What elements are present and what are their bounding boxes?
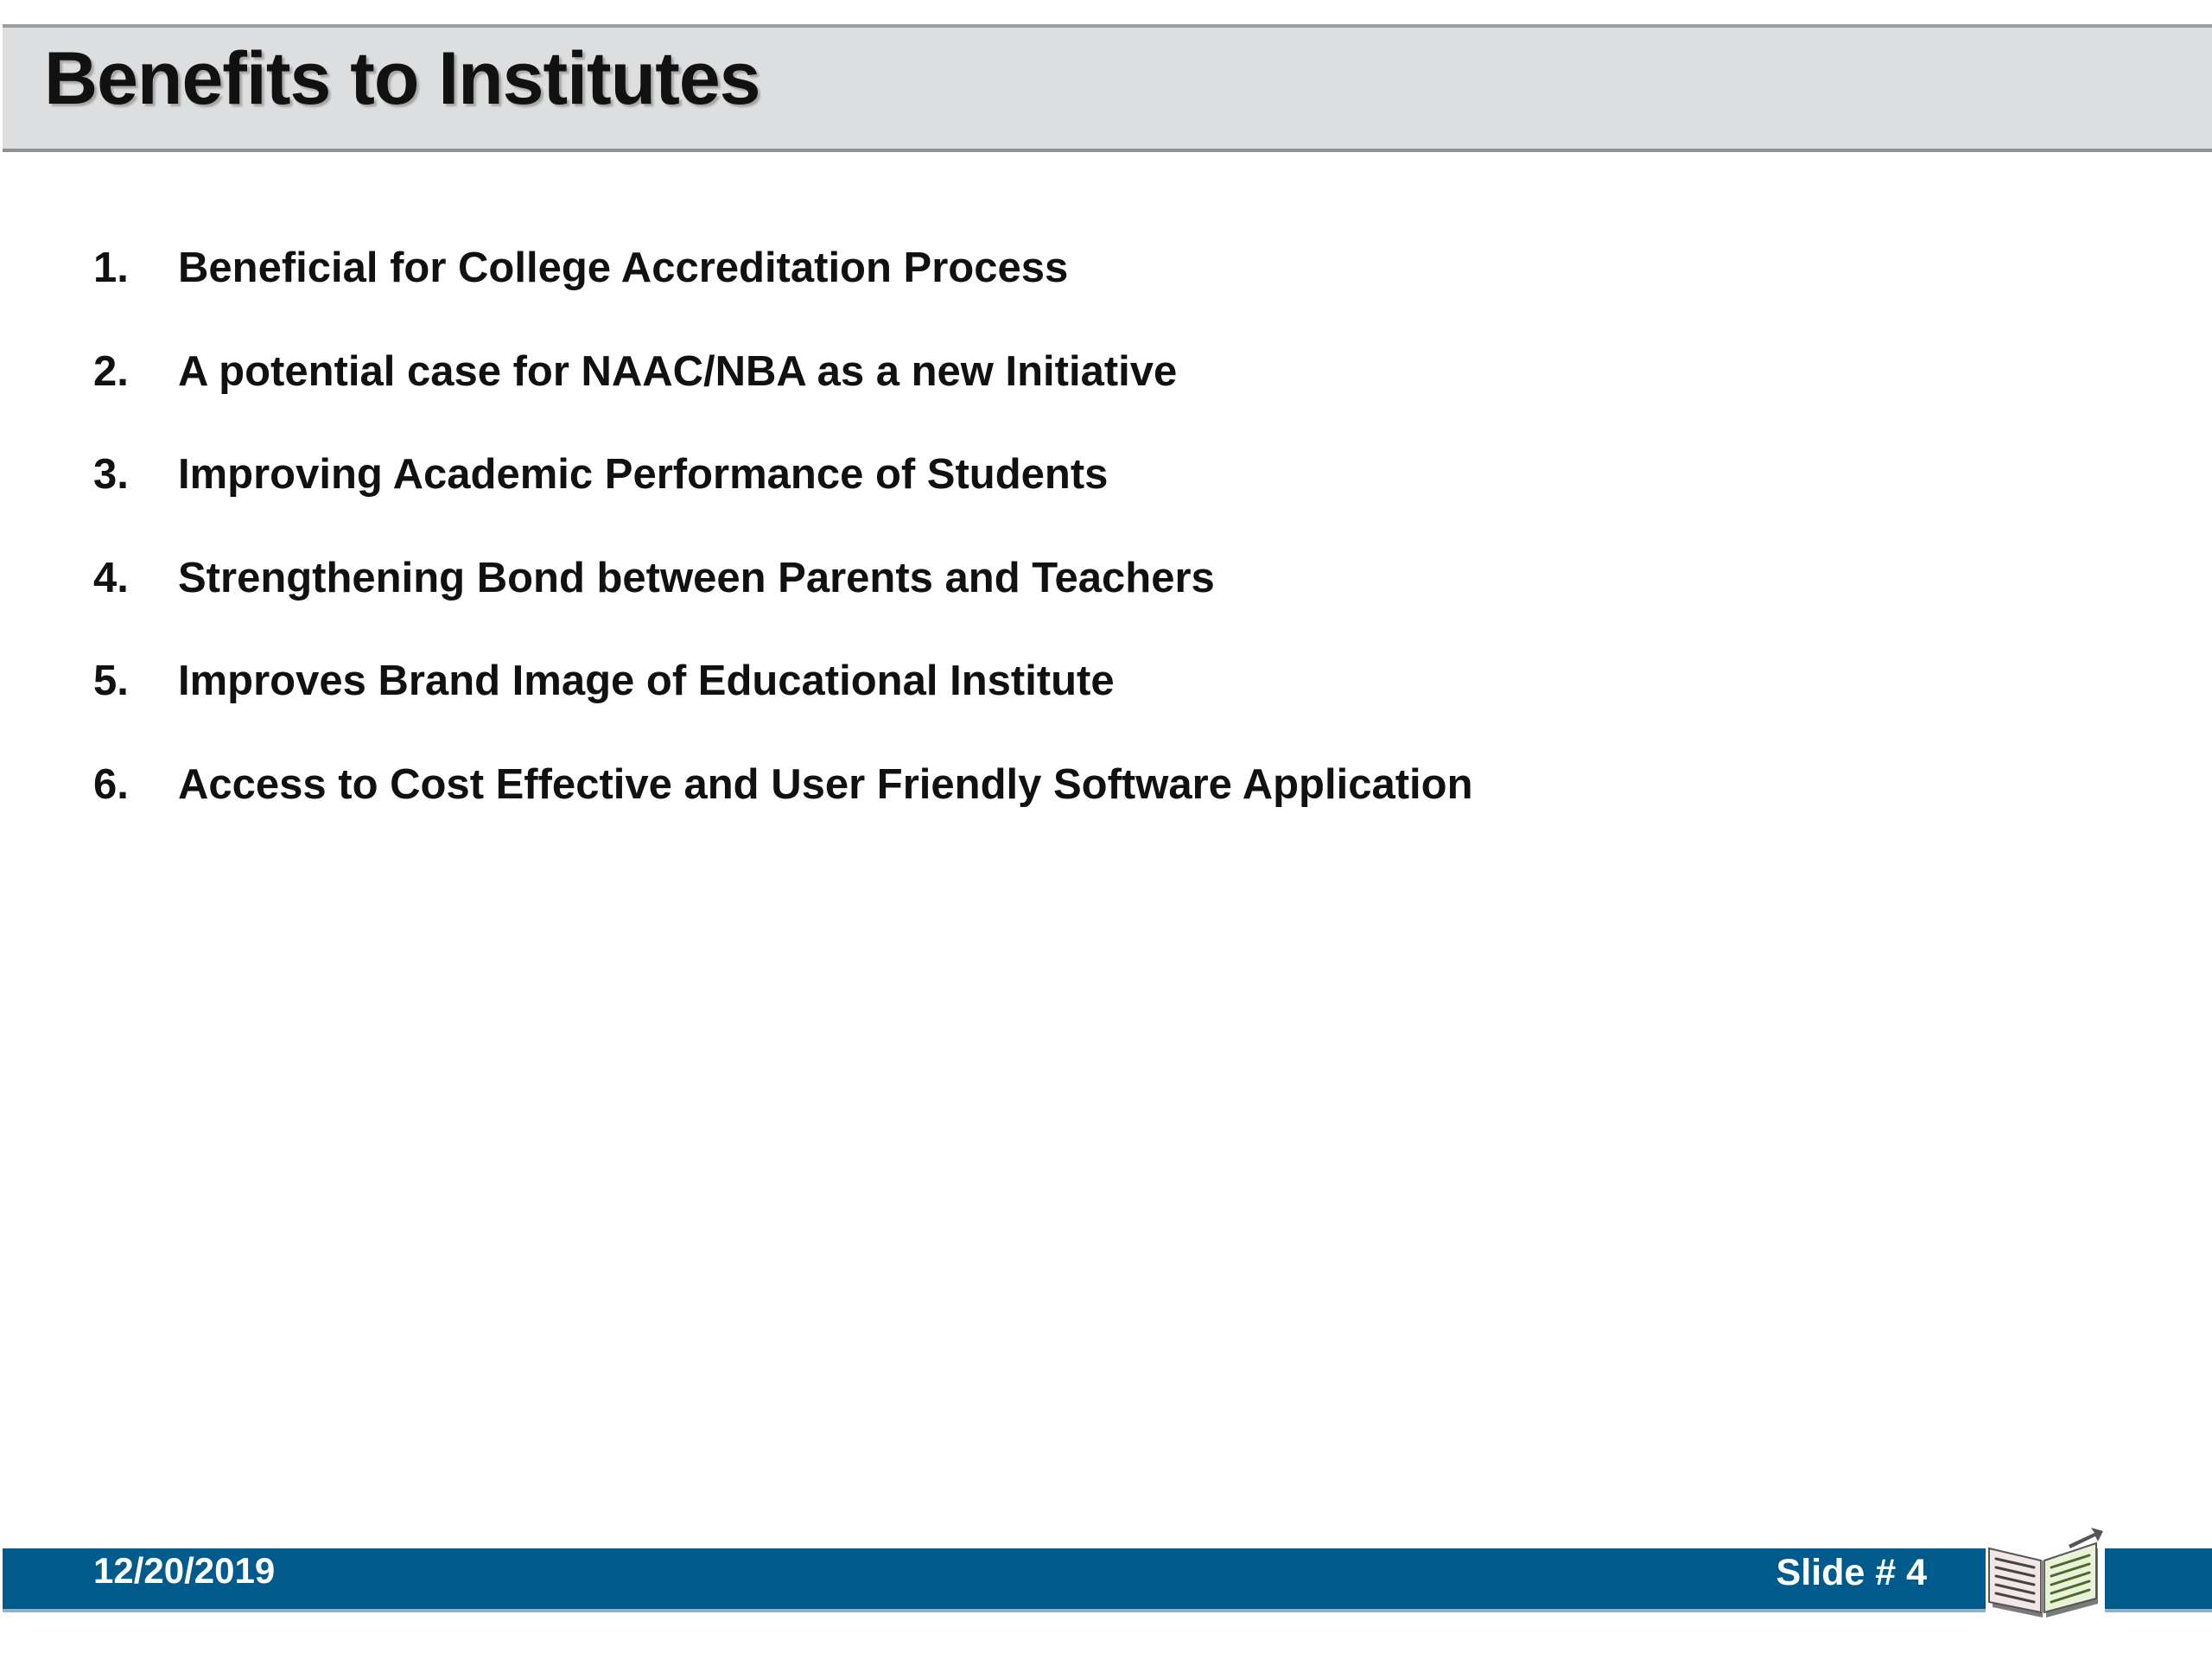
list-item-number: 1. [93,245,129,291]
list-item-text: Improving Academic Performance of Students [178,451,1109,498]
list-item [93,244,1473,347]
list-item [93,657,1473,760]
benefits-list [93,244,1473,863]
slide-title: Benefits to Institutes [44,37,760,120]
list-item-text: Strengthening Bond between Parents and Teachers [178,554,1215,601]
list-item-number: 5. [93,658,129,704]
slide-number: Slide # 4 [1776,1552,1927,1593]
list-item [93,450,1473,554]
open-book-icon [1986,1528,2105,1621]
list-item-number: 2. [93,347,129,395]
list-item-number: 3. [93,451,129,498]
list-item-number: 6. [93,760,129,808]
list-item-text: Improves Brand Image of Educational Institute [178,658,1115,704]
list-item-number: 4. [93,554,129,601]
list-item-text: Access to Cost Effective and User Friendly Software Application [178,760,1473,808]
list-item [93,347,1473,451]
list-item-text: Beneficial for College Accreditation Process [178,245,1069,291]
footer-date: 12/20/2019 [93,1550,276,1591]
list-item [93,760,1473,864]
title-band [3,24,2212,152]
list-item [93,554,1473,658]
list-item-text: A potential case for NAAC/NBA as a new Initiative [178,347,1178,395]
